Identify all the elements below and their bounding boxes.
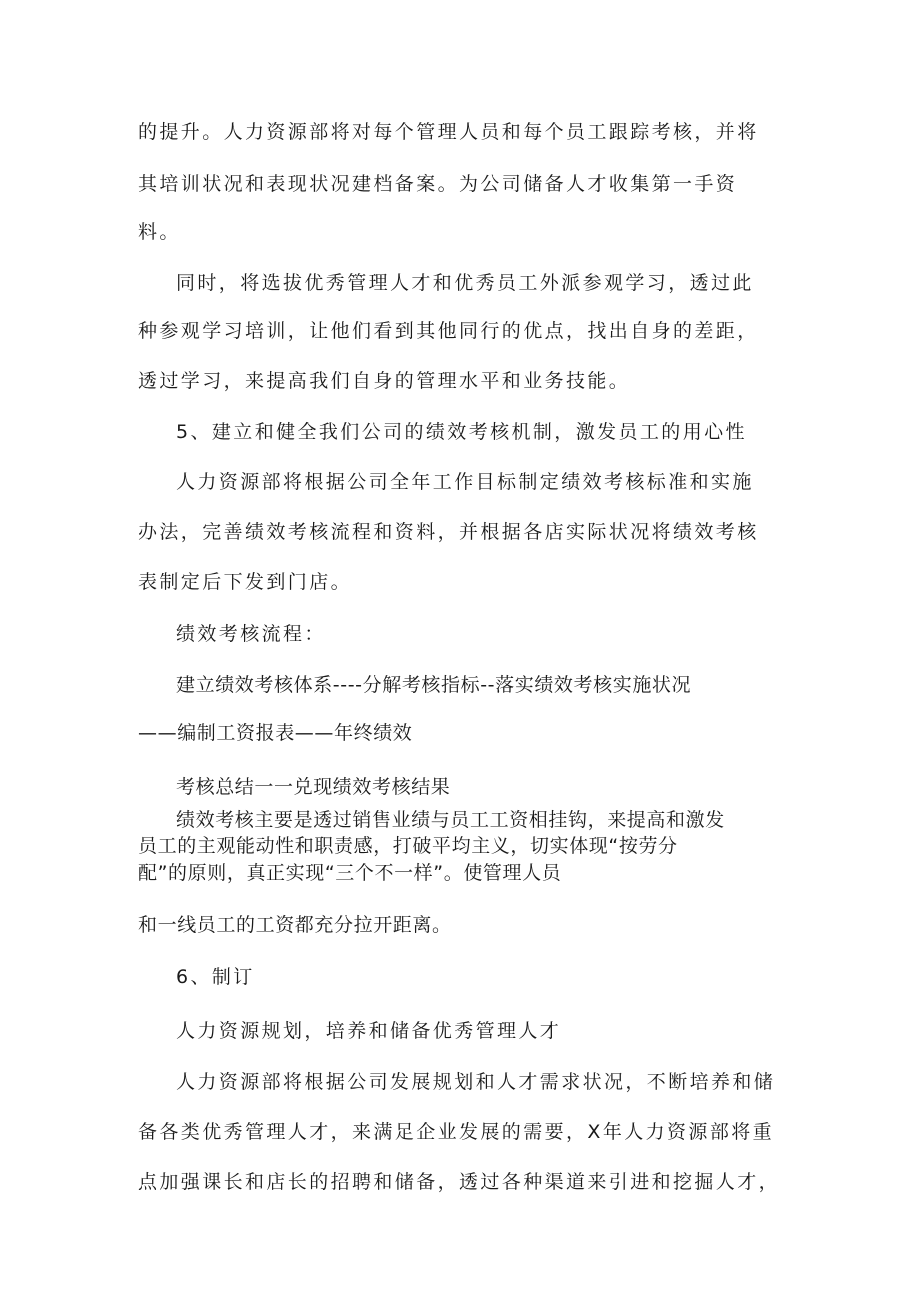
text-line: 人力资源规划，培养和储备优秀管理人才 <box>176 1020 562 1042</box>
text-line: 其培训状况和表现状况建档备案。为公司储备人才收集第一手资 <box>138 173 738 195</box>
text-line: 员工的主观能动性和职责感，打破平均主义，切实体现“按劳分 <box>138 835 678 857</box>
text-line: 备各类优秀管理人才，来满足企业发展的需要，X年人力资源部将重 <box>138 1121 775 1143</box>
text-line: 绩效考核流程： <box>176 623 326 645</box>
text-line: 点加强课长和店长的招聘和储备，透过各种渠道来引进和挖掘人才， <box>138 1171 781 1193</box>
text-line: 绩效考核主要是透过销售业绩与员工工资相挂钩，来提高和激发 <box>176 809 725 831</box>
text-line: 人力资源部将根据公司全年工作目标制定绩效考核标准和实施 <box>176 471 754 493</box>
text-line: 和一线员工的工资都充分拉开距离。 <box>138 914 452 936</box>
text-line: 建立绩效考核体系----分解考核指标--落实绩效考核实施状况 <box>176 674 692 696</box>
section-heading: 5、建立和健全我们公司的绩效考核机制，激发员工的用心性 <box>176 421 747 443</box>
text-line: 考核总结一一兑现绩效考核结果 <box>176 776 451 798</box>
text-line: 同时，将选拔优秀管理人才和优秀员工外派参观学习，透过此 <box>176 272 754 294</box>
section-heading: 6、制订 <box>176 966 255 988</box>
text-line: 种参观学习培训，让他们看到其他同行的优点，找出自身的差距， <box>138 320 759 342</box>
text-line: 料。 <box>138 221 181 243</box>
text-line: 人力资源部将根据公司发展规划和人才需求状况，不断培养和储 <box>176 1071 776 1093</box>
text-line: 表制定后下发到门店。 <box>138 571 353 593</box>
text-line: 透过学习，来提高我们自身的管理水平和业务技能。 <box>138 370 631 392</box>
text-line: 办法，完善绩效考核流程和资料，并根据各店实际状况将绩效考核 <box>138 521 759 543</box>
text-line: ——编制工资报表——年终绩效 <box>138 722 413 744</box>
text-line: 的提升。人力资源部将对每个管理人员和每个员工跟踪考核，并将 <box>138 121 759 143</box>
text-line: 配”的原则，真正实现“三个不一样”。使管理人员 <box>138 862 562 884</box>
